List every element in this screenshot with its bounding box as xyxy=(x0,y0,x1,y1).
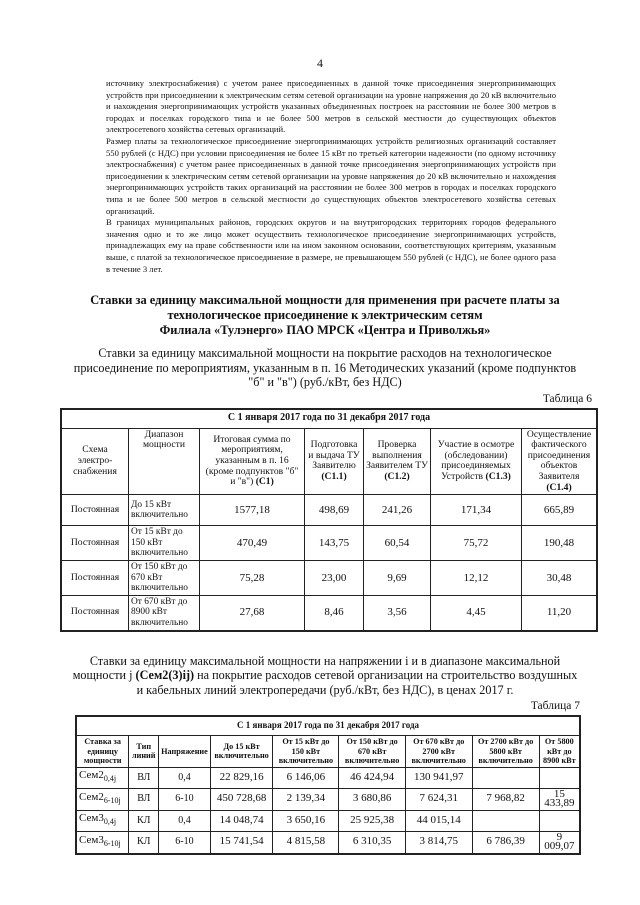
cell-range: От 670 кВт до 8900 кВт включительно xyxy=(129,595,200,630)
body-text xyxy=(106,78,556,275)
cell-voltage: 6-10 xyxy=(159,831,211,854)
table-row xyxy=(76,788,580,810)
cell-value: 44 015,14 xyxy=(405,810,472,831)
cell-range: До 15 кВт включительно xyxy=(129,495,200,526)
cell-c1: 1577,18 xyxy=(200,495,305,526)
cell-c1: 27,68 xyxy=(200,595,305,630)
header-cell: До 15 кВт включительно xyxy=(210,736,273,768)
cell-value xyxy=(539,767,580,788)
cell-value: 4 815,58 xyxy=(273,831,339,854)
cell-c12: 9,69 xyxy=(364,560,431,595)
rate-code: Сем2 xyxy=(79,769,104,782)
paragraph: Размер платы за технологическое присоединение энергопринимающих устройств религиозных организаций составляет 550 рублей (с НДС) при условии присоединения не более 15 кВт по третьей категории надежности (по одному источнику электроснабжения) с учетом ранее присоединенных в данной точке присоединения энергопринимающих устройств при присоединении к электрическим сетям сетевой организации на уровне напряжения до 20 кВ включительно и нахождения энергопринимающих устройств таких организаций на расстоянии не более 300 метров в городах и поселках городского типа и не более 500 метров в сельской местности до существующих объектов электросетевого хозяйства сетевых организаций. xyxy=(106,135,556,216)
header-range: Диапазон мощности xyxy=(129,428,200,495)
cell-voltage: 0,4 xyxy=(159,767,211,788)
table-period: С 1 января 2017 года по 31 декабря 2017 года xyxy=(61,409,597,429)
cell-value: 130 941,97 xyxy=(405,767,472,788)
cell-scheme: Постоянная xyxy=(61,595,129,630)
table-6 xyxy=(60,408,598,632)
cell-c13: 4,45 xyxy=(431,595,522,630)
table7-caption: Ставки за единицу максимальной мощности на напряжении i и в диапазоне максимальной мощности j (Сем2(3)ij) на покрытие расходов сетевой организации на строительство воздушных и кабельных линий электропередачи (руб./кВт, без НДС), в ценах 2017 г. xyxy=(72,653,578,697)
cell-type: ВЛ xyxy=(129,788,159,810)
heading-line: Филиала «Тулэнерго» ПАО МРСК «Центра и Приволжья» xyxy=(159,323,491,338)
cell-voltage: 6-10 xyxy=(159,788,211,810)
cell-c11: 23,00 xyxy=(305,560,364,595)
table-row xyxy=(61,495,597,526)
cell-value: 46 424,94 xyxy=(339,767,405,788)
header-cell: Тип линий xyxy=(129,736,159,768)
cell-c1: 75,28 xyxy=(200,560,305,595)
table6-caption: Ставки за единицу максимальной мощности на покрытие расходов на технологическое присоединение по мероприятиям, указанным в п. 16 Методических указаний (кроме подпунктов "б" и "в") (руб./кВт, без НДС) xyxy=(73,346,577,390)
table-7 xyxy=(75,715,581,855)
cell-value: 3 680,86 xyxy=(339,788,405,810)
cell-rate-code xyxy=(76,831,129,854)
cell-value: 14 048,74 xyxy=(210,810,273,831)
cell-value xyxy=(472,810,539,831)
cell-value xyxy=(539,810,580,831)
cell-range: От 15 кВт до 150 кВт включительно xyxy=(129,526,200,561)
rate-code: Сем3 xyxy=(79,833,104,846)
table-header-row xyxy=(76,736,580,768)
section-heading xyxy=(70,293,580,338)
cell-c13: 12,12 xyxy=(431,560,522,595)
rate-code-subscript: 0,4j xyxy=(103,817,117,827)
cell-value: 450 728,68 xyxy=(210,788,273,810)
cell-range: От 150 кВт до 670 кВт включительно xyxy=(129,560,200,595)
cell-value: 6 146,06 xyxy=(273,767,339,788)
cell-scheme: Постоянная xyxy=(61,495,129,526)
cell-c12: 241,26 xyxy=(364,495,431,526)
table6-label: Таблица 6 xyxy=(542,392,592,405)
cell-value: 15 741,54 xyxy=(210,831,273,854)
cell-value: 3 814,75 xyxy=(405,831,472,854)
cell-c13: 75,72 xyxy=(431,526,522,561)
paragraph: источнику электроснабжения) с учетом ранее присоединенных в данной точке присоединения энергопринимающих устройств при присоединении к электрическим сетям сетевой организации на уровне напряжения до 20 кВ включительно и нахождения энергопринимающих устройств указанных объединенных построек на расстоянии не более 300 метров в городах и поселках городского типа и не более 500 метров в сельской местности до существующих объектов электросетевого хозяйства сетевых организаций. xyxy=(106,78,556,135)
cell-rate-code xyxy=(76,788,129,810)
table7-label: Таблица 7 xyxy=(530,700,580,712)
cell-scheme: Постоянная xyxy=(61,526,129,561)
rate-code-subscript: 6-10j xyxy=(103,838,121,848)
cell-value: 6 310,35 xyxy=(339,831,405,854)
table-row xyxy=(76,810,580,831)
cell-c11: 143,75 xyxy=(305,526,364,561)
rate-code: Сем3 xyxy=(79,812,104,825)
cell-scheme: Постоянная xyxy=(61,560,129,595)
header-cell: От 15 кВт до 150 кВт включительно xyxy=(273,736,339,768)
cell-rate-code xyxy=(76,810,129,831)
header-c11: Подготовка и выдача ТУ Заявителю (С1.1) xyxy=(305,428,364,495)
cell-c12: 3,56 xyxy=(364,595,431,630)
cell-type: КЛ xyxy=(129,810,159,831)
header-cell: От 2700 кВт до 5800 кВт включительно xyxy=(472,736,539,768)
cell-rate-code xyxy=(76,767,129,788)
header-cell: От 5800 кВт до 8900 кВт xyxy=(539,736,580,768)
header-c13: Участие в осмотре (обследовании) присоединяемых Устройств (С1.3) xyxy=(431,428,522,495)
table-row xyxy=(76,767,580,788)
cell-c14: 190,48 xyxy=(522,526,598,561)
header-cell: От 150 кВт до 670 кВт включительно xyxy=(339,736,405,768)
header-c1: Итоговая сумма по мероприятиям, указанным в п. 16 (кроме подпунктов "б" и "в") (С1) xyxy=(200,428,305,495)
cell-value xyxy=(472,767,539,788)
cell-c12: 60,54 xyxy=(364,526,431,561)
cell-c14: 11,20 xyxy=(522,595,598,630)
header-cell: Ставка за единицу мощности xyxy=(76,736,129,768)
cell-type: ВЛ xyxy=(129,767,159,788)
table-row xyxy=(61,526,597,561)
heading-line: технологическое присоединение к электрическим сетям xyxy=(167,308,483,323)
table-header-row xyxy=(61,428,597,495)
rate-code: Сем2 xyxy=(79,790,104,803)
rate-code-subscript: 6-10j xyxy=(103,795,121,805)
cell-c11: 8,46 xyxy=(305,595,364,630)
cell-value: 25 925,38 xyxy=(339,810,405,831)
table-period: С 1 января 2017 года по 31 декабря 2017 года xyxy=(76,716,580,736)
cell-value: 22 829,16 xyxy=(210,767,273,788)
cell-c11: 498,69 xyxy=(305,495,364,526)
cell-value: 9 009,07 xyxy=(539,831,580,854)
table-row xyxy=(76,831,580,854)
heading-line: Ставки за единицу максимальной мощности для применения при расчете платы за xyxy=(90,293,560,308)
cell-c14: 665,89 xyxy=(522,495,598,526)
cell-value: 15 433,89 xyxy=(539,788,580,810)
header-c12: Проверка выполнения Заявителем ТУ (С1.2) xyxy=(364,428,431,495)
header-cell: Напряжение xyxy=(159,736,211,768)
cell-value: 7 968,82 xyxy=(472,788,539,810)
rate-code-subscript: 0,4j xyxy=(103,774,117,784)
cell-value: 3 650,16 xyxy=(273,810,339,831)
cell-c13: 171,34 xyxy=(431,495,522,526)
paragraph: В границах муниципальных районов, городских округов и на внутригородских территориях городов федерального значения одно и то же лицо может осуществить технологическое присоединение энергопринимающих устройств, принадлежащих ему на праве собственности или на ином законном основании, соответствующих критериям, указанным выше, с платой за технологическое присоединение в размере, не превышающем 550 рублей (с НДС), не более одного раза в течение 3 лет. xyxy=(106,217,556,274)
header-scheme: Схема электро-снабжения xyxy=(61,428,129,495)
cell-value: 7 624,31 xyxy=(405,788,472,810)
cell-value: 2 139,34 xyxy=(273,788,339,810)
cell-c14: 30,48 xyxy=(522,560,598,595)
cell-voltage: 0,4 xyxy=(159,810,211,831)
cell-type: КЛ xyxy=(129,831,159,854)
cell-c1: 470,49 xyxy=(200,526,305,561)
header-cell: От 670 кВт до 2700 кВт включительно xyxy=(405,736,472,768)
table-row xyxy=(61,595,597,630)
header-c14: Осуществление фактического присоединения объектов Заявителя (С1.4) xyxy=(522,428,598,495)
cell-value: 6 786,39 xyxy=(472,831,539,854)
page-number: 4 xyxy=(317,56,323,70)
table-row xyxy=(61,560,597,595)
